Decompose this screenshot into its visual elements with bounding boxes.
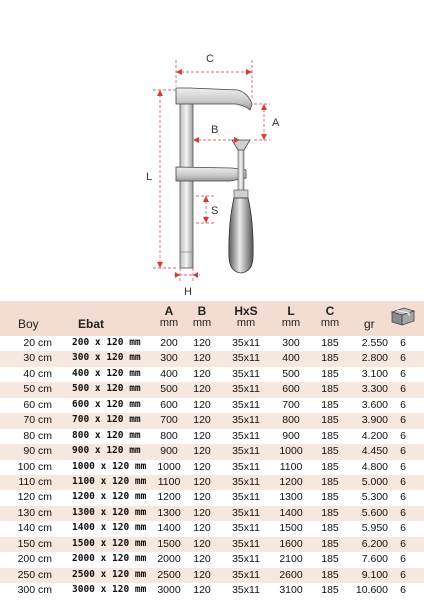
cell-ebat: 2000 x 120 mm [72, 553, 147, 565]
cell-b: 120 [193, 429, 211, 442]
table-row [0, 552, 424, 567]
header-hs: HxS mm [234, 304, 258, 329]
cell-l: 3100 [279, 584, 303, 596]
cell-l: 500 [282, 367, 300, 380]
cell-pk: 6 [400, 429, 406, 442]
cell-a: 2000 [157, 553, 181, 566]
dim-label-l: L [146, 171, 153, 183]
cell-l: 2100 [279, 553, 303, 566]
cell-gr: 5.300 [361, 491, 388, 504]
cell-ebat: 800 x 120 mm [72, 429, 141, 441]
header-ebat: Ebat [78, 317, 105, 331]
cell-ebat: 1300 x 120 mm [72, 506, 147, 518]
cell-c: 185 [321, 460, 339, 473]
cell-a: 600 [160, 398, 178, 411]
header-c: C mm [320, 304, 340, 329]
table-row [0, 444, 424, 459]
cell-pk: 6 [400, 584, 406, 596]
cell-boy: 120 cm [17, 491, 52, 504]
cell-boy: 20 cm [23, 337, 52, 349]
table-row [0, 336, 424, 351]
header-gr: gr [364, 317, 375, 331]
cell-gr: 3.900 [361, 414, 388, 427]
table-row [0, 475, 424, 490]
cell-hs: 35x11 [232, 537, 260, 550]
table-row [0, 506, 424, 521]
cell-b: 120 [193, 445, 211, 458]
cell-l: 900 [282, 429, 300, 442]
cell-hs: 35x11 [232, 445, 260, 458]
screw-spindle [238, 146, 244, 192]
cell-b: 120 [193, 337, 211, 349]
cell-ebat: 1400 x 120 mm [72, 522, 147, 534]
sliding-arm [176, 167, 246, 181]
cell-hs: 35x11 [232, 506, 260, 519]
cell-ebat: 1200 x 120 mm [72, 491, 147, 503]
table-row [0, 583, 424, 598]
cell-ebat: 700 x 120 mm [72, 414, 141, 426]
cell-l: 700 [282, 398, 300, 411]
table-row [0, 351, 424, 366]
cell-boy: 80 cm [23, 429, 52, 442]
table-row [0, 398, 424, 413]
cell-a: 1400 [157, 522, 181, 535]
cell-b: 120 [193, 537, 211, 550]
cell-boy: 70 cm [23, 414, 52, 427]
cell-boy: 130 cm [17, 506, 52, 519]
cell-a: 2500 [157, 568, 181, 581]
cell-c: 185 [321, 383, 339, 396]
table-row [0, 490, 424, 505]
cell-pk: 6 [400, 414, 406, 427]
cell-pk: 6 [400, 383, 406, 396]
cell-b: 120 [193, 367, 211, 380]
cell-b: 120 [193, 584, 211, 596]
cell-b: 120 [193, 522, 211, 535]
cell-b: 120 [193, 568, 211, 581]
cell-gr: 10.600 [355, 584, 388, 596]
cell-pk: 6 [400, 491, 406, 504]
table-row [0, 568, 424, 583]
cell-l: 400 [282, 352, 300, 365]
cell-ebat: 400 x 120 mm [72, 367, 141, 379]
cell-gr: 2.800 [361, 352, 388, 365]
cell-pk: 6 [400, 522, 406, 535]
cell-pk: 6 [400, 337, 406, 349]
cell-c: 185 [321, 553, 339, 566]
cell-hs: 35x11 [232, 352, 260, 365]
cell-boy: 60 cm [23, 398, 52, 411]
dim-label-c: C [206, 53, 214, 65]
cell-hs: 35x11 [232, 398, 260, 411]
cell-boy: 200 cm [17, 553, 52, 566]
cell-hs: 35x11 [232, 568, 260, 581]
clamp-illustration [176, 88, 253, 273]
cell-a: 1100 [157, 475, 181, 488]
dim-label-b: B [211, 124, 219, 136]
cell-c: 185 [321, 445, 339, 458]
cell-b: 120 [193, 398, 211, 411]
header-l: L mm [281, 304, 301, 329]
table-row [0, 382, 424, 397]
cell-b: 120 [193, 553, 211, 566]
cell-boy: 300 cm [17, 584, 52, 596]
cell-a: 400 [160, 367, 178, 380]
cell-gr: 7.600 [361, 553, 388, 566]
cell-c: 185 [321, 475, 339, 488]
table-row [0, 429, 424, 444]
cell-gr: 2.550 [361, 337, 388, 349]
cell-gr: 5.000 [361, 475, 388, 488]
cell-pk: 6 [400, 367, 406, 380]
cell-a: 1500 [157, 537, 181, 550]
cell-a: 1200 [157, 491, 181, 504]
cell-ebat: 900 x 120 mm [72, 445, 141, 457]
cell-c: 185 [321, 367, 339, 380]
cell-l: 600 [282, 383, 300, 396]
cell-ebat: 600 x 120 mm [72, 398, 141, 410]
cell-a: 500 [160, 383, 178, 396]
cell-ebat: 1500 x 120 mm [72, 537, 147, 549]
cell-a: 900 [160, 445, 178, 458]
cell-b: 120 [193, 475, 211, 488]
cell-c: 185 [321, 568, 339, 581]
cell-ebat: 300 x 120 mm [72, 352, 141, 364]
cell-l: 300 [282, 337, 300, 349]
cell-pk: 6 [400, 398, 406, 411]
cell-a: 700 [160, 414, 178, 427]
cell-a: 200 [160, 337, 178, 349]
cell-c: 185 [321, 429, 339, 442]
cell-hs: 35x11 [232, 429, 260, 442]
cell-l: 1400 [279, 506, 303, 519]
cell-c: 185 [321, 352, 339, 365]
package-box-icon [390, 305, 416, 332]
cell-hs: 35x11 [232, 337, 260, 349]
cell-boy: 40 cm [23, 367, 52, 380]
cell-hs: 35x11 [232, 553, 260, 566]
cell-c: 185 [321, 506, 339, 519]
cell-boy: 140 cm [17, 522, 52, 535]
cell-gr: 5.950 [361, 522, 388, 535]
cell-b: 120 [193, 383, 211, 396]
cell-gr: 3.100 [361, 367, 388, 380]
cell-hs: 35x11 [232, 460, 260, 473]
dim-label-s: S [211, 205, 219, 217]
table-row [0, 413, 424, 428]
cell-boy: 110 cm [18, 475, 52, 488]
cell-l: 1600 [279, 537, 303, 550]
cell-gr: 5.600 [361, 506, 388, 519]
cell-pk: 6 [400, 537, 406, 550]
table-row [0, 460, 424, 475]
dim-label-h: H [184, 286, 192, 298]
cell-l: 1500 [279, 522, 303, 535]
cell-hs: 35x11 [232, 475, 260, 488]
cell-hs: 35x11 [232, 491, 260, 504]
table-body [0, 336, 424, 598]
cell-l: 1200 [279, 475, 303, 488]
cell-a: 800 [160, 429, 178, 442]
cell-boy: 90 cm [23, 445, 52, 458]
cell-gr: 9.100 [361, 568, 388, 581]
cell-pk: 6 [400, 568, 406, 581]
cell-pk: 6 [400, 553, 406, 566]
cell-gr: 4.800 [361, 460, 388, 473]
cell-ebat: 1100 x 120 mm [72, 475, 147, 487]
cell-l: 800 [282, 414, 300, 427]
dim-label-a: A [272, 117, 280, 129]
table-header [0, 301, 424, 336]
cell-boy: 250 cm [17, 568, 52, 581]
cell-a: 300 [160, 352, 178, 365]
cell-b: 120 [193, 414, 211, 427]
cell-c: 185 [321, 337, 339, 349]
specs-table [0, 301, 424, 598]
cell-a: 1300 [157, 506, 181, 519]
table-row [0, 521, 424, 536]
cell-c: 185 [321, 398, 339, 411]
cell-b: 120 [193, 506, 211, 519]
cell-b: 120 [193, 460, 211, 473]
cell-l: 1100 [279, 460, 303, 473]
cell-gr: 3.600 [361, 398, 388, 411]
cell-ebat: 200 x 120 mm [72, 337, 141, 348]
cell-c: 185 [321, 522, 339, 535]
cell-a: 1000 [157, 460, 181, 473]
cell-c: 185 [321, 491, 339, 504]
cell-pk: 6 [400, 352, 406, 365]
cell-b: 120 [193, 352, 211, 365]
cell-l: 1300 [279, 491, 303, 504]
cell-pk: 6 [400, 475, 406, 488]
cell-gr: 4.200 [361, 429, 388, 442]
cell-boy: 150 cm [17, 537, 52, 550]
cell-gr: 3.300 [361, 383, 388, 396]
cell-pk: 6 [400, 506, 406, 519]
wooden-handle [229, 198, 253, 273]
cell-a: 3000 [157, 584, 181, 596]
cell-hs: 35x11 [232, 383, 260, 396]
cell-ebat: 3000 x 120 mm [72, 584, 147, 595]
cell-hs: 35x11 [232, 414, 260, 427]
header-b: B mm [192, 304, 212, 329]
cell-ebat: 1000 x 120 mm [72, 460, 147, 472]
cell-boy: 50 cm [23, 383, 52, 396]
cell-boy: 100 cm [17, 460, 52, 473]
table-row [0, 367, 424, 382]
cell-pk: 6 [400, 445, 406, 458]
header-boy: Boy [18, 317, 39, 331]
cell-l: 2600 [279, 568, 303, 581]
cell-hs: 35x11 [232, 367, 260, 380]
cell-c: 185 [321, 414, 339, 427]
cell-boy: 30 cm [23, 352, 52, 365]
header-a: A mm [159, 304, 179, 329]
cell-c: 185 [321, 584, 339, 596]
cell-ebat: 2500 x 120 mm [72, 568, 147, 580]
cell-l: 1000 [279, 445, 303, 458]
cell-gr: 4.450 [361, 445, 388, 458]
cell-ebat: 500 x 120 mm [72, 383, 141, 395]
cell-c: 185 [321, 537, 339, 550]
cell-b: 120 [193, 491, 211, 504]
cell-gr: 6.200 [361, 537, 388, 550]
cell-hs: 35x11 [232, 522, 260, 535]
table-row [0, 537, 424, 552]
cell-hs: 35x11 [232, 584, 260, 596]
cell-pk: 6 [400, 460, 406, 473]
